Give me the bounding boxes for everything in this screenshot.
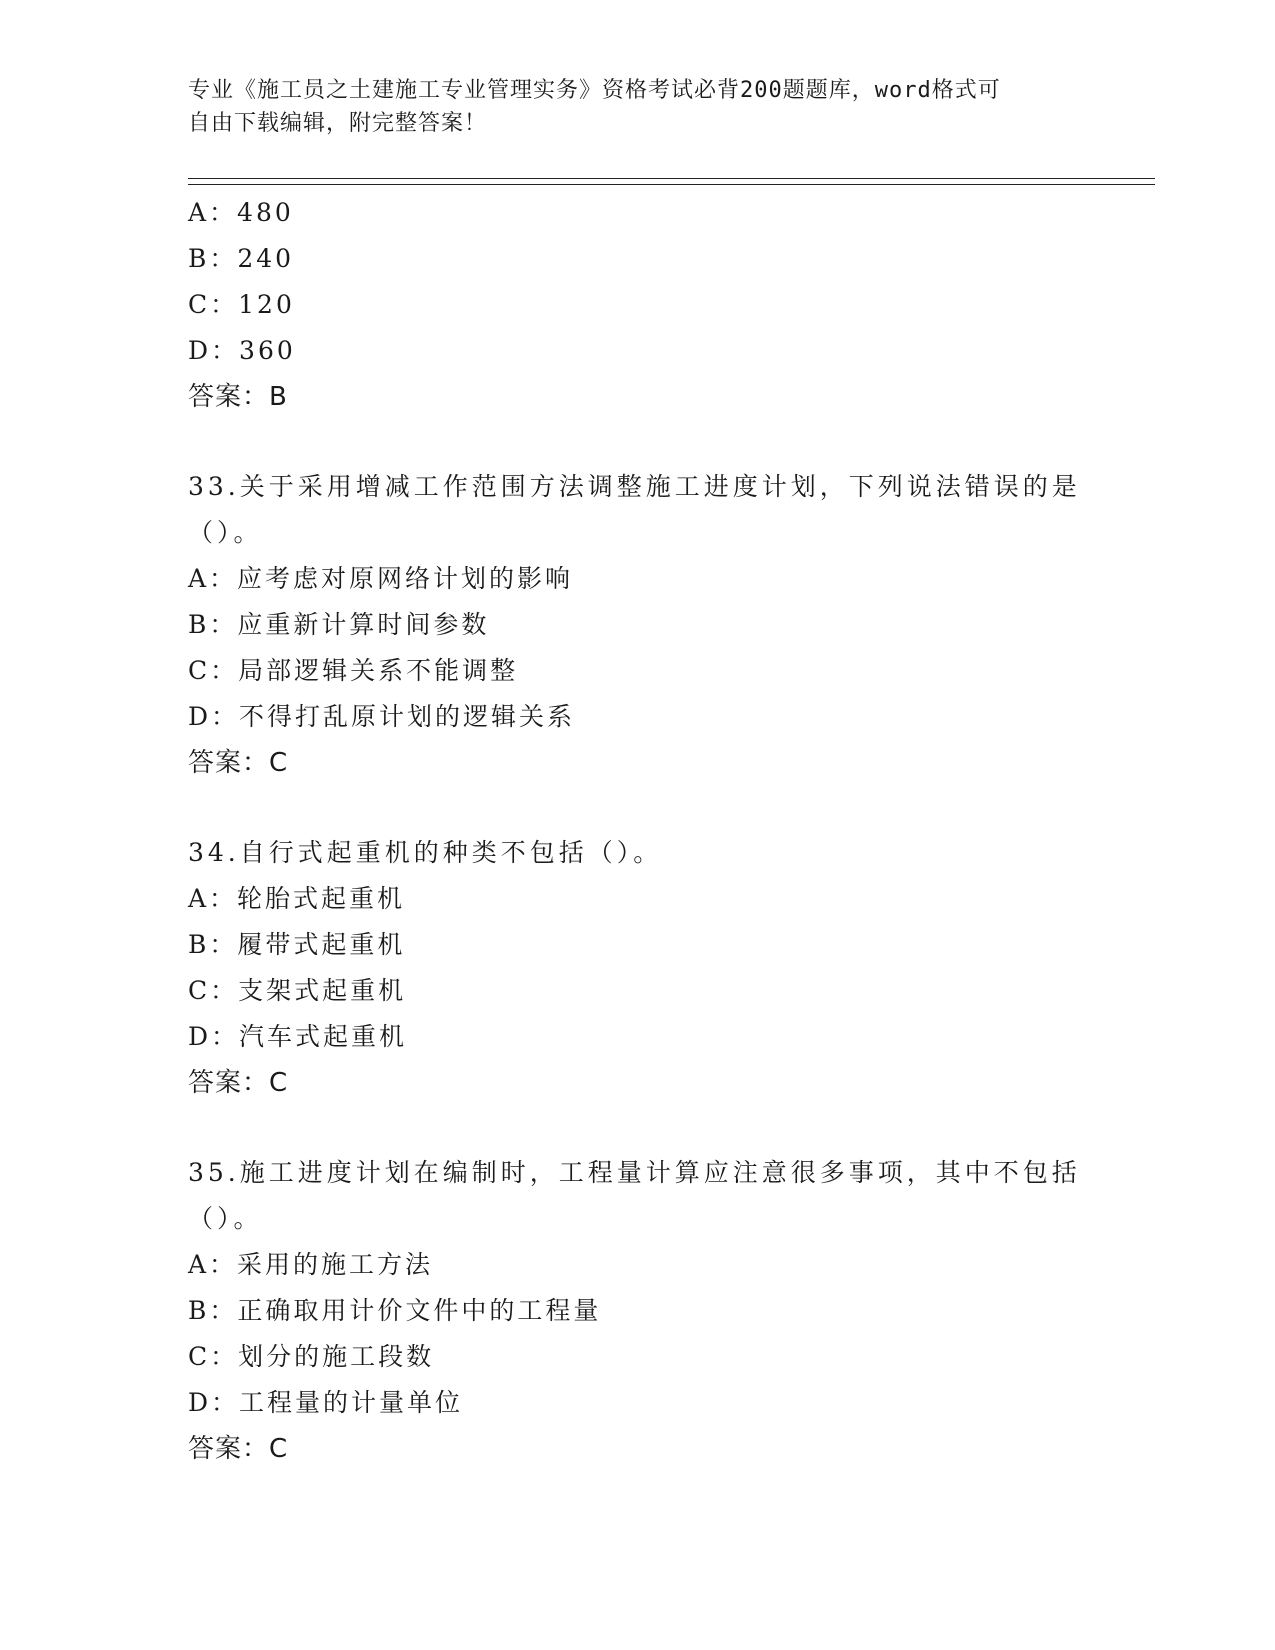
spacer [188,786,1148,830]
document-header [188,74,1088,140]
spacer [188,1106,1148,1150]
option-d: D：360 [188,336,296,365]
header-title-line-1: 专业《施工员之土建施工专业管理实务》资格考试必背200题题库，word格式可 [188,78,1001,103]
question-stem: 33.关于采用增减工作范围方法调整施工进度计划，下列说法错误的是 [188,472,1081,501]
question-stem: 34.自行式起重机的种类不包括（）。 [188,838,663,867]
answer: 答案：B [188,382,288,412]
header-title-line-2: 自由下载编辑，附完整答案！ [188,111,488,136]
question-stem-continuation: （）。 [188,518,263,547]
question-35 [188,1150,1148,1472]
option-a: A：轮胎式起重机 [188,884,406,913]
question-list [188,190,1148,1472]
option-c: C：划分的施工段数 [188,1342,435,1371]
option-c: C：局部逻辑关系不能调整 [188,656,519,685]
question-33 [188,464,1148,786]
option-b: B：240 [188,244,295,273]
option-b: B：履带式起重机 [188,930,406,959]
option-a: A：480 [188,198,294,227]
header-divider-top [188,178,1155,179]
answer: 答案：C [188,1068,289,1098]
question-32 [188,190,1148,420]
option-b: B：正确取用计价文件中的工程量 [188,1296,602,1325]
option-b: B：应重新计算时间参数 [188,610,490,639]
option-a: A：采用的施工方法 [188,1250,434,1279]
question-34 [188,830,1148,1106]
question-stem-continuation: （）。 [188,1204,263,1233]
option-a: A：应考虑对原网络计划的影响 [188,564,574,593]
header-divider-bottom [188,184,1155,185]
question-stem: 35.施工进度计划在编制时，工程量计算应注意很多事项，其中不包括 [188,1158,1081,1187]
answer: 答案：C [188,748,289,778]
option-c: C：支架式起重机 [188,976,407,1005]
option-d: D：不得打乱原计划的逻辑关系 [188,702,576,731]
answer: 答案：C [188,1434,289,1464]
option-c: C：120 [188,290,295,319]
spacer [188,420,1148,464]
option-d: D：工程量的计量单位 [188,1388,464,1417]
option-d: D：汽车式起重机 [188,1022,408,1051]
